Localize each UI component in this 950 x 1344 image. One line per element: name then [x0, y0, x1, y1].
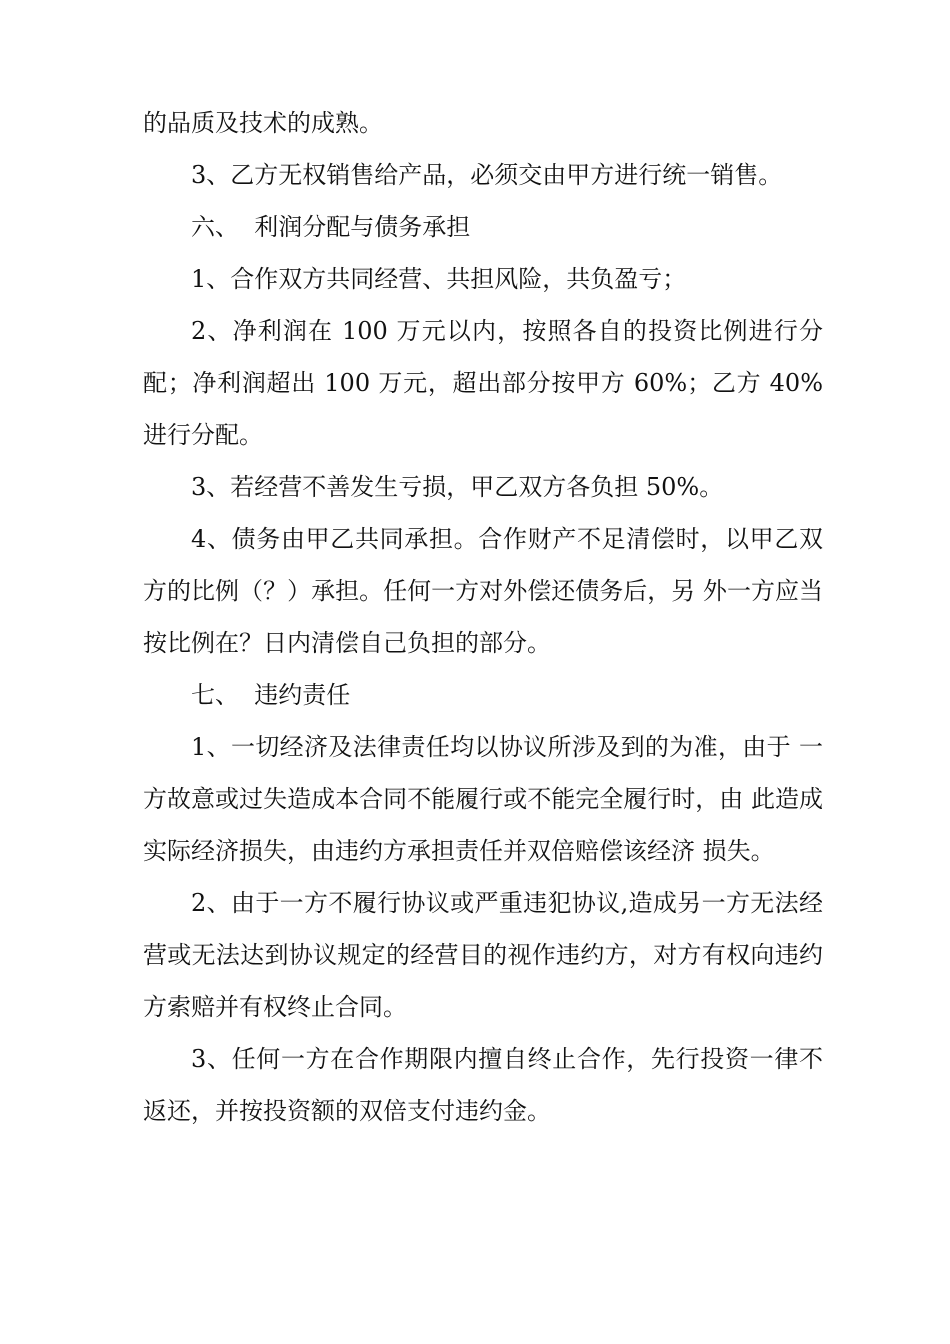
- section-heading-profit-distribution: 六、 利润分配与债务承担: [191, 213, 471, 241]
- paragraph-clause-6-1: 1、合作双方共同经营、共担风险，共负盈亏；: [191, 265, 687, 293]
- paragraph-clause-6-2: 2、净利润在 100 万元以内，按照各自的投资比例进行分配；净利润超出 100 万元，超出部分按甲方 60%；乙方 40%进行分配。: [143, 317, 823, 449]
- paragraph-clause-7-2: 2、由于一方不履行协议或严重违犯协议,造成另一方无法经营或无法达到协议规定的经营目的视作违约方，对方有权向违约方索赔并有权终止合同。: [143, 889, 823, 1021]
- paragraph-clause-7-3: 3、任何一方在合作期限内擅自终止合作，先行投资一律不返还，并按投资额的双倍支付违约金。: [143, 1045, 823, 1125]
- document-body: [143, 97, 823, 1137]
- paragraph-clause-6-4: 4、债务由甲乙共同承担。合作财产不足清偿时，以甲乙双方的比例（？）承担。任何一方对外偿还债务后，另 外一方应当按比例在？日内清偿自己负担的部分。: [143, 525, 823, 657]
- paragraph-clause-6-3: 3、若经营不善发生亏损，甲乙双方各负担 50%。: [191, 473, 724, 501]
- paragraph-clause-7-1: 1、一切经济及法律责任均以协议所涉及到的为准，由于 一方故意或过失造成本合同不能履行或不能完全履行时，由 此造成实际经济损失，由违约方承担责任并双倍赔偿该经济 损失。: [143, 733, 823, 865]
- section-heading-breach-liability: 七、 违约责任: [191, 681, 351, 709]
- paragraph-continuation: 的品质及技术的成熟。: [143, 109, 383, 137]
- paragraph-clause-5-3: 3、乙方无权销售给产品，必须交由甲方进行统一销售。: [191, 161, 783, 189]
